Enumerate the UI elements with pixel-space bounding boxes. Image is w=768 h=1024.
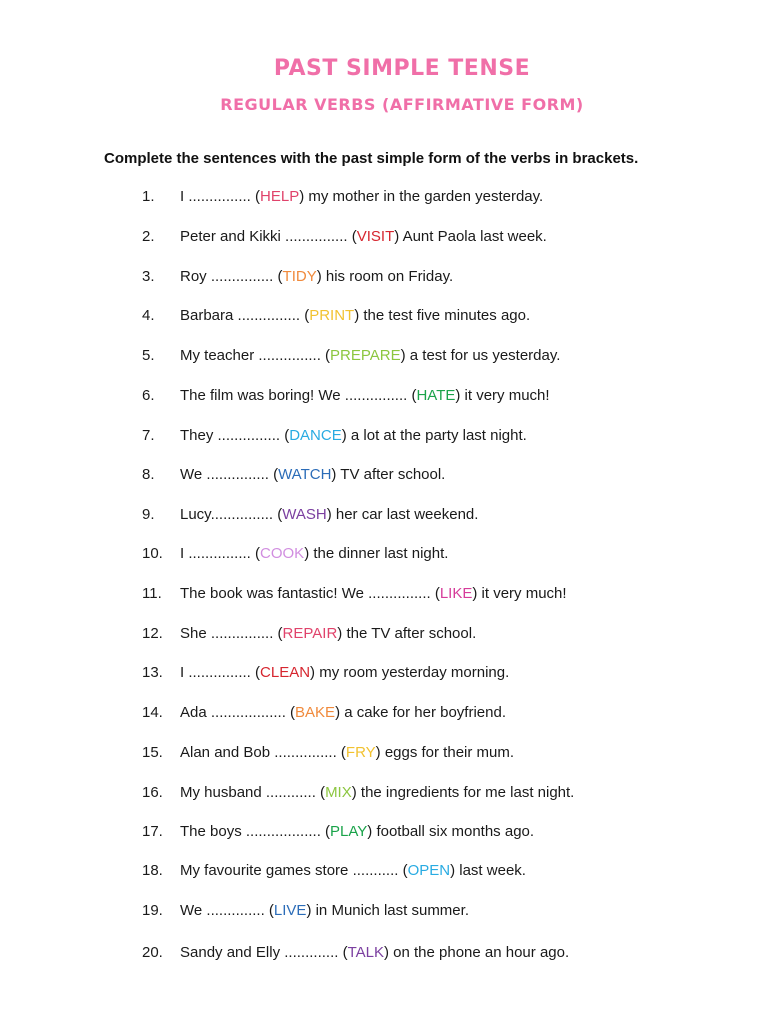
sentence xyxy=(180,944,569,962)
item-number: 9. xyxy=(142,506,155,523)
sentence xyxy=(180,664,509,682)
sentence-after: ) eggs for their mum. xyxy=(375,744,515,761)
sentence xyxy=(180,902,469,920)
verb-in-brackets: CLEAN xyxy=(260,664,311,681)
item-number: 10. xyxy=(142,545,163,562)
sentence-before: I ............... ( xyxy=(180,545,261,562)
sentence-after: ) the TV after school. xyxy=(337,625,477,642)
sentence xyxy=(180,823,534,841)
sentence xyxy=(180,704,506,722)
worksheet-title: PAST SIMPLE TENSE xyxy=(273,56,531,81)
sentence xyxy=(180,585,567,603)
verb-in-brackets: REPAIR xyxy=(282,625,338,642)
sentence xyxy=(180,427,527,445)
item-number: 13. xyxy=(142,664,163,681)
sentence-after: ) his room on Friday. xyxy=(316,268,454,285)
item-number: 7. xyxy=(142,427,155,444)
sentence-before: My favourite games store ........... ( xyxy=(180,862,408,879)
sentence xyxy=(180,387,550,405)
sentence-before: Alan and Bob ............... ( xyxy=(180,744,346,761)
sentence-after: ) my mother in the garden yesterday. xyxy=(299,188,544,205)
item-number: 6. xyxy=(142,387,155,404)
verb-in-brackets: PLAY xyxy=(330,823,368,840)
item-number: 20. xyxy=(142,944,163,961)
sentence-after: ) Aunt Paola last week. xyxy=(394,228,547,245)
sentence-before: The boys .................. ( xyxy=(180,823,331,840)
worksheet-subtitle: REGULAR VERBS (AFFIRMATIVE FORM) xyxy=(220,95,584,114)
item-number: 8. xyxy=(142,466,155,483)
verb-in-brackets: HELP xyxy=(260,188,300,205)
sentence-before: The film was boring! We ............... ( xyxy=(180,387,417,404)
sentence xyxy=(180,545,448,563)
item-number: 14. xyxy=(142,704,163,721)
verb-in-brackets: FRY xyxy=(345,744,376,761)
verb-in-brackets: WATCH xyxy=(278,466,332,483)
sentence xyxy=(180,784,574,802)
verb-in-brackets: VISIT xyxy=(356,228,395,245)
sentence-before: Peter and Kikki ............... ( xyxy=(180,228,357,245)
sentence-before: We ............... ( xyxy=(180,466,279,483)
item-number: 3. xyxy=(142,268,155,285)
sentence xyxy=(180,188,543,206)
sentence-before: Sandy and Elly ............. ( xyxy=(180,944,348,961)
item-number: 18. xyxy=(142,862,163,879)
sentence-before: I ............... ( xyxy=(180,664,261,681)
verb-in-brackets: DANCE xyxy=(289,427,342,444)
item-number: 4. xyxy=(142,307,155,324)
sentence-before: My teacher ............... ( xyxy=(180,347,331,364)
sentence-before: Ada .................. ( xyxy=(180,704,296,721)
verb-in-brackets: HATE xyxy=(416,387,456,404)
sentence xyxy=(180,744,514,762)
sentence-before: Roy ............... ( xyxy=(180,268,283,285)
sentence-after: ) a lot at the party last night. xyxy=(341,427,527,444)
sentence xyxy=(180,466,445,484)
sentence-after: ) the ingredients for me last night. xyxy=(351,784,575,801)
sentence-after: ) on the phone an hour ago. xyxy=(383,944,570,961)
item-number: 1. xyxy=(142,188,155,205)
sentence-after: ) her car last weekend. xyxy=(326,506,479,523)
sentence-after: ) a test for us yesterday. xyxy=(400,347,561,364)
sentence-before: Barbara ............... ( xyxy=(180,307,310,324)
sentence-after: ) it very much! xyxy=(455,387,550,404)
sentence-before: She ............... ( xyxy=(180,625,283,642)
sentence-after: ) a cake for her boyfriend. xyxy=(335,704,506,721)
sentence xyxy=(180,347,560,365)
verb-in-brackets: PREPARE xyxy=(330,347,401,364)
item-number: 5. xyxy=(142,347,155,364)
sentence-before: We .............. ( xyxy=(180,902,274,919)
verb-in-brackets: WASH xyxy=(282,506,327,523)
sentence xyxy=(180,228,547,246)
item-number: 11. xyxy=(142,585,162,602)
item-number: 16. xyxy=(142,784,163,801)
sentence xyxy=(180,307,530,325)
instructions: Complete the sentences with the past simple form of the verbs in brackets. xyxy=(104,150,639,167)
verb-in-brackets: TIDY xyxy=(282,268,317,285)
sentence-after: ) the dinner last night. xyxy=(304,545,449,562)
sentence-before: They ............... ( xyxy=(180,427,290,444)
sentence xyxy=(180,625,476,643)
sentence-before: Lucy............... ( xyxy=(180,506,283,523)
sentence-before: I ............... ( xyxy=(180,188,261,205)
sentence-before: The book was fantastic! We ............... ( xyxy=(180,585,440,602)
sentence-after: ) in Munich last summer. xyxy=(306,902,469,919)
sentence-after: ) TV after school. xyxy=(331,466,446,483)
sentence-after: ) football six months ago. xyxy=(367,823,535,840)
sentence xyxy=(180,268,453,286)
sentence-after: ) it very much! xyxy=(472,585,567,602)
sentence-after: ) last week. xyxy=(450,862,526,879)
item-number: 17. xyxy=(142,823,163,840)
sentence-before: My husband ............ ( xyxy=(180,784,326,801)
verb-in-brackets: COOK xyxy=(260,545,305,562)
verb-in-brackets: LIVE xyxy=(273,902,307,919)
sentence-after: ) my room yesterday morning. xyxy=(310,664,510,681)
sentence xyxy=(180,862,526,880)
verb-in-brackets: MIX xyxy=(325,784,352,801)
sentence-after: ) the test five minutes ago. xyxy=(354,307,531,324)
item-number: 19. xyxy=(142,902,163,919)
item-number: 15. xyxy=(142,744,163,761)
verb-in-brackets: LIKE xyxy=(439,585,473,602)
sentence xyxy=(180,506,478,524)
verb-in-brackets: PRINT xyxy=(309,307,355,324)
verb-in-brackets: BAKE xyxy=(295,704,336,721)
verb-in-brackets: TALK xyxy=(347,944,384,961)
item-number: 12. xyxy=(142,625,163,642)
verb-in-brackets: OPEN xyxy=(407,862,451,879)
item-number: 2. xyxy=(142,228,155,245)
